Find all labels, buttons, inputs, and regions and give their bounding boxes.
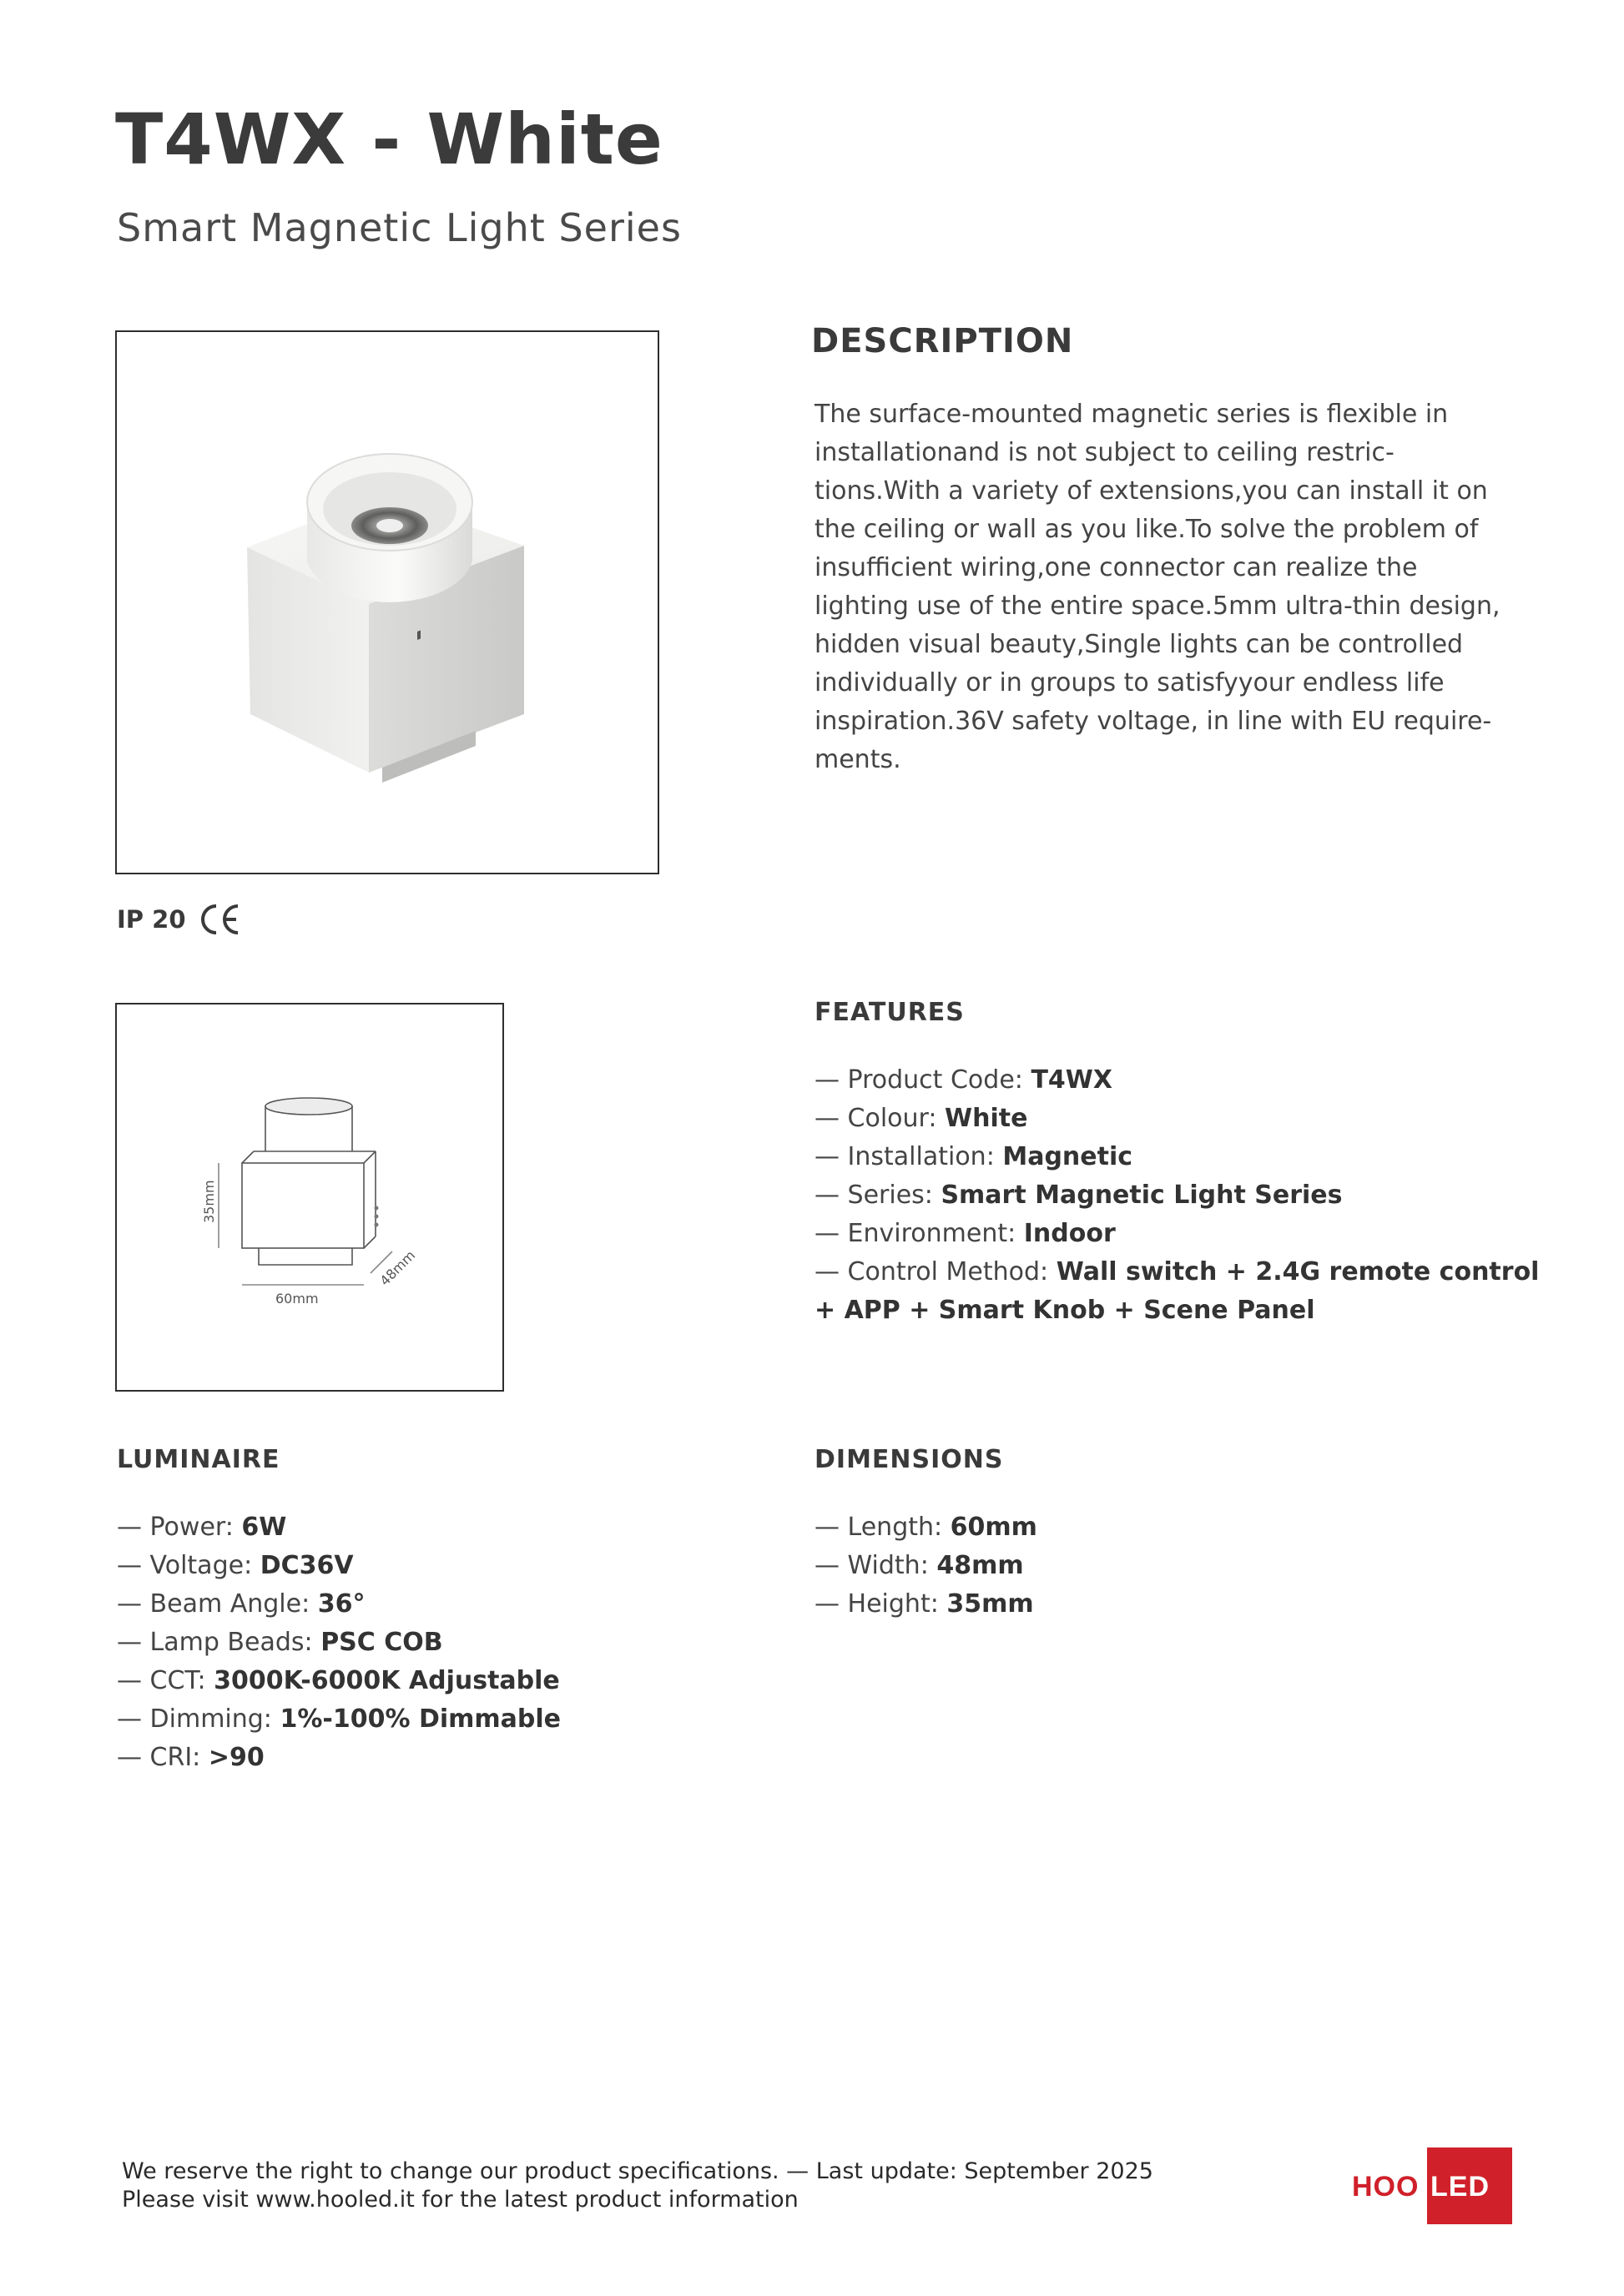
description-line: insufficient wiring,one connector can realize the [815,553,1418,582]
footer-line: Please visit www.hooled.it for the latest product information [122,2187,799,2213]
spec-value: PSC COB [320,1628,443,1657]
features-list [815,1061,1539,1330]
product-series-subtitle: Smart Magnetic Light Series [117,205,682,250]
spec-value: White [945,1104,1028,1133]
certifications [117,901,243,938]
list-item [117,1508,561,1547]
description-line: tions.With a variety of extensions,you can install it on [815,476,1488,506]
list-item [815,1100,1539,1138]
ce-mark-icon [198,903,243,936]
line-drawing [117,1004,502,1390]
list-item [117,1662,561,1700]
spec-label: — Width: [815,1551,937,1580]
spec-label: — Product Code: [815,1065,1031,1095]
spec-label: — CCT: [117,1666,214,1695]
description-line: inspiration.36V safety voltage, in line with EU require- [815,707,1492,736]
footer-line: We reserve the right to change our product specifications. — Last update: September 2025 [122,2158,1153,2184]
list-item [815,1176,1539,1215]
dimensions-list [815,1508,1037,1624]
logo-text-left: HOO [1352,2171,1420,2203]
spec-label: — Control Method: [815,1257,1057,1286]
spec-value-continuation: + APP + Smart Knob + Scene Panel [815,1296,1315,1325]
description-line: installationand is not subject to ceiling restric- [815,438,1395,467]
spec-label: — Installation: [815,1142,1003,1171]
spec-value: 36° [317,1589,366,1619]
luminaire-list [117,1508,561,1777]
product-render-image [117,332,658,873]
hooled-logo [1350,2147,1512,2224]
spec-value: 1%-100% Dimmable [280,1704,562,1734]
height-dimension-label: 35mm [201,1180,217,1223]
product-photo [115,330,659,874]
spec-value: 60mm [950,1513,1037,1542]
spec-value: 35mm [946,1589,1034,1619]
list-item [117,1585,561,1624]
list-item [815,1292,1539,1330]
list-item [117,1624,561,1662]
spec-value: Wall switch + 2.4G remote control [1056,1257,1540,1286]
list-item [815,1508,1037,1547]
spec-label: — Power: [117,1513,242,1542]
description-line: lighting use of the entire space.5mm ultra-thin design, [815,592,1500,621]
logo-text-right: LED [1430,2171,1490,2203]
description-text [815,395,1524,779]
description-line: The surface-mounted magnetic series is flexible in [815,400,1449,429]
description-line: hidden visual beauty,Single lights can be controlled [815,630,1464,659]
product-title: T4WX - White [115,98,663,180]
spec-label: — Lamp Beads: [117,1628,321,1657]
spec-value: T4WX [1031,1065,1112,1095]
list-item [815,1253,1539,1292]
list-item [117,1547,561,1585]
spec-label: — CRI: [117,1743,209,1772]
luminaire-heading: LUMINAIRE [117,1445,280,1474]
list-item [815,1138,1539,1176]
list-item [815,1061,1539,1100]
spec-value: Indoor [1023,1219,1116,1248]
spec-value: >90 [208,1743,265,1772]
list-item [815,1547,1037,1585]
spec-value: 3000K-6000K Adjustable [214,1666,560,1695]
list-item [117,1739,561,1777]
description-line: the ceiling or wall as you like.To solve the problem of [815,515,1479,544]
features-heading: FEATURES [815,998,965,1027]
spec-label: — Beam Angle: [117,1589,318,1619]
list-item [815,1585,1037,1624]
length-dimension-label: 60mm [275,1291,319,1307]
spec-label: — Height: [815,1589,947,1619]
spec-value: 6W [241,1513,287,1542]
spec-value: Magnetic [1002,1142,1133,1171]
spec-label: — Colour: [815,1104,945,1133]
spec-value: Smart Magnetic Light Series [941,1181,1343,1210]
description-heading: DESCRIPTION [811,322,1074,360]
list-item [117,1700,561,1739]
footer-disclaimer [122,2158,1153,2214]
spec-label: — Series: [815,1181,941,1210]
spec-label: — Dimming: [117,1704,280,1734]
ip-rating: IP 20 [117,905,186,934]
spec-label: — Length: [815,1513,951,1542]
spec-label: — Voltage: [117,1551,260,1580]
description-line: individually or in groups to satisfyyour endless life [815,668,1445,697]
dimensions-heading: DIMENSIONS [815,1445,1004,1474]
dimension-drawing [115,1003,504,1392]
spec-value: 48mm [936,1551,1024,1580]
description-line: ments. [815,745,901,774]
spec-label: — Environment: [815,1219,1024,1248]
list-item [815,1215,1539,1253]
width-dimension-label: 48mm [376,1246,419,1289]
spec-value: DC36V [260,1551,354,1580]
